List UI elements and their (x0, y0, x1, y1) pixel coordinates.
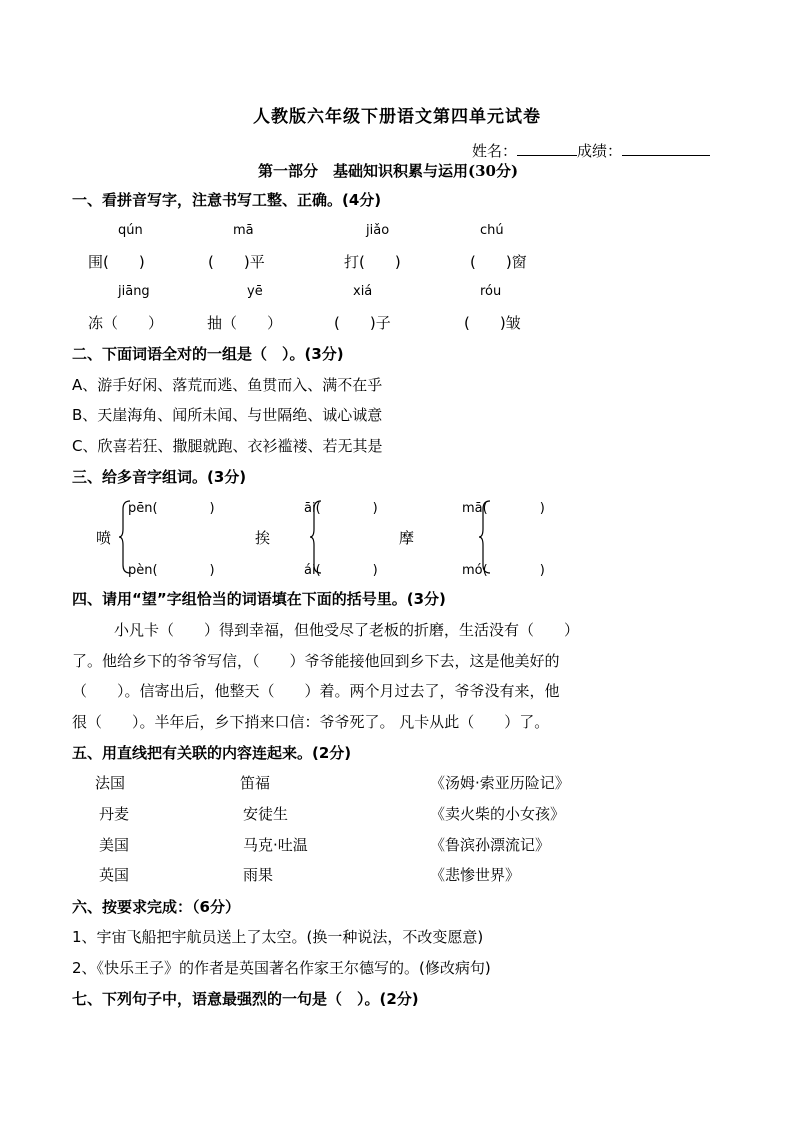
option-b[interactable]: B、天崖海角、闻所未闻、与世隔绝、诚心诚意 (72, 406, 383, 424)
country[interactable]: 法国 (95, 774, 126, 792)
q4-heading: 四、请用“望”字组恰当的词语填在下面的括号里。(3分) (72, 590, 446, 608)
pinyin: mā (233, 223, 254, 238)
q3-heading: 三、给多音字组词。(3分) (72, 468, 247, 486)
option-a[interactable]: A、游手好闲、落荒而逃、鱼贯而入、满不在乎 (72, 376, 383, 394)
passage-line: 了。他给乡下的爷爷写信，（ ）爷爷能接他回到乡下去，这是他美好的 (72, 652, 560, 670)
part-heading: 第一部分 基础知识积累与运用(30分) (258, 162, 519, 180)
task-item: 1、宇宙飞船把宇航员送上了太空。(换一种说法，不改变愿意) (72, 928, 484, 946)
country[interactable]: 丹麦 (99, 805, 130, 823)
fill-blank[interactable]: 围( ) (88, 253, 145, 271)
polyphone-char: 喷 (96, 529, 112, 547)
q1-heading: 一、看拼音写字，注意书写工整、正确。(4分) (72, 191, 382, 209)
pinyin-blank[interactable]: ái( ) (304, 563, 378, 578)
fill-blank[interactable]: 打( ) (344, 253, 401, 271)
pinyin-blank[interactable]: pēn( ) (128, 501, 215, 516)
q2-heading: 二、下面词语全对的一组是（ ）。(3分) (72, 345, 344, 363)
name-blank[interactable] (517, 141, 577, 156)
book[interactable]: 《卖火柴的小女孩》 (430, 805, 566, 823)
fill-blank[interactable]: ( )平 (208, 253, 265, 271)
book[interactable]: 《汤姆·索亚历险记》 (430, 774, 570, 792)
pinyin: xiá (353, 284, 373, 299)
fill-blank[interactable]: ( )窗 (470, 253, 527, 271)
pinyin-blank[interactable]: āi( ) (304, 501, 378, 516)
pinyin: jiǎo (366, 223, 390, 238)
name-label: 姓名： (472, 142, 518, 160)
pinyin: yē (247, 284, 263, 299)
polyphone-char: 摩 (399, 529, 415, 547)
book[interactable]: 《鲁滨孙漂流记》 (430, 836, 551, 854)
fill-blank[interactable]: ( )子 (334, 314, 391, 332)
author[interactable]: 马克·吐温 (243, 836, 308, 854)
pinyin: róu (480, 284, 502, 299)
passage-line: 小凡卡（ ）得到幸福，但他受尽了老板的折磨，生活没有（ ） (114, 621, 580, 639)
passage-line: 很（ ）。半年后，乡下捎来口信：爷爷死了。 凡卡从此（ ）了。 (72, 713, 550, 731)
score-label: 成绩： (577, 142, 623, 160)
q6-heading: 六、按要求完成：（6分） (72, 898, 240, 916)
fill-blank[interactable]: ( )皱 (464, 314, 521, 332)
pinyin-blank[interactable]: mó( ) (462, 563, 545, 578)
author[interactable]: 雨果 (243, 866, 274, 884)
option-c[interactable]: C、欣喜若狂、撒腿就跑、衣衫褴褛、若无其是 (72, 437, 383, 455)
country[interactable]: 美国 (99, 836, 130, 854)
student-info (472, 140, 710, 161)
author[interactable]: 笛福 (240, 774, 271, 792)
score-blank[interactable] (622, 141, 710, 156)
country[interactable]: 英国 (99, 866, 130, 884)
fill-blank[interactable]: 抽（ ） (207, 314, 283, 332)
task-item: 2、《快乐王子》的作者是英国著名作家王尔德写的。(修改病句) (72, 959, 491, 977)
pinyin-blank[interactable]: mā( ) (462, 501, 545, 516)
pinyin-blank[interactable]: pèn( ) (128, 563, 215, 578)
pinyin: jiāng (118, 284, 150, 299)
q7-heading: 七、下列句子中，语意最强烈的一句是（ ）。(2分) (72, 990, 419, 1008)
passage-line: （ ）。信寄出后，他整天（ ）着。两个月过去了，爷爷没有来，他 (72, 682, 560, 700)
page-title: 人教版六年级下册语文第四单元试卷 (253, 107, 541, 127)
author[interactable]: 安徒生 (243, 805, 289, 823)
pinyin: qún (118, 223, 143, 238)
pinyin: chú (480, 223, 504, 238)
book[interactable]: 《悲惨世界》 (430, 866, 521, 884)
polyphone-char: 挨 (255, 529, 271, 547)
q5-heading: 五、用直线把有关联的内容连起来。(2分) (72, 744, 352, 762)
fill-blank[interactable]: 冻（ ） (88, 314, 164, 332)
